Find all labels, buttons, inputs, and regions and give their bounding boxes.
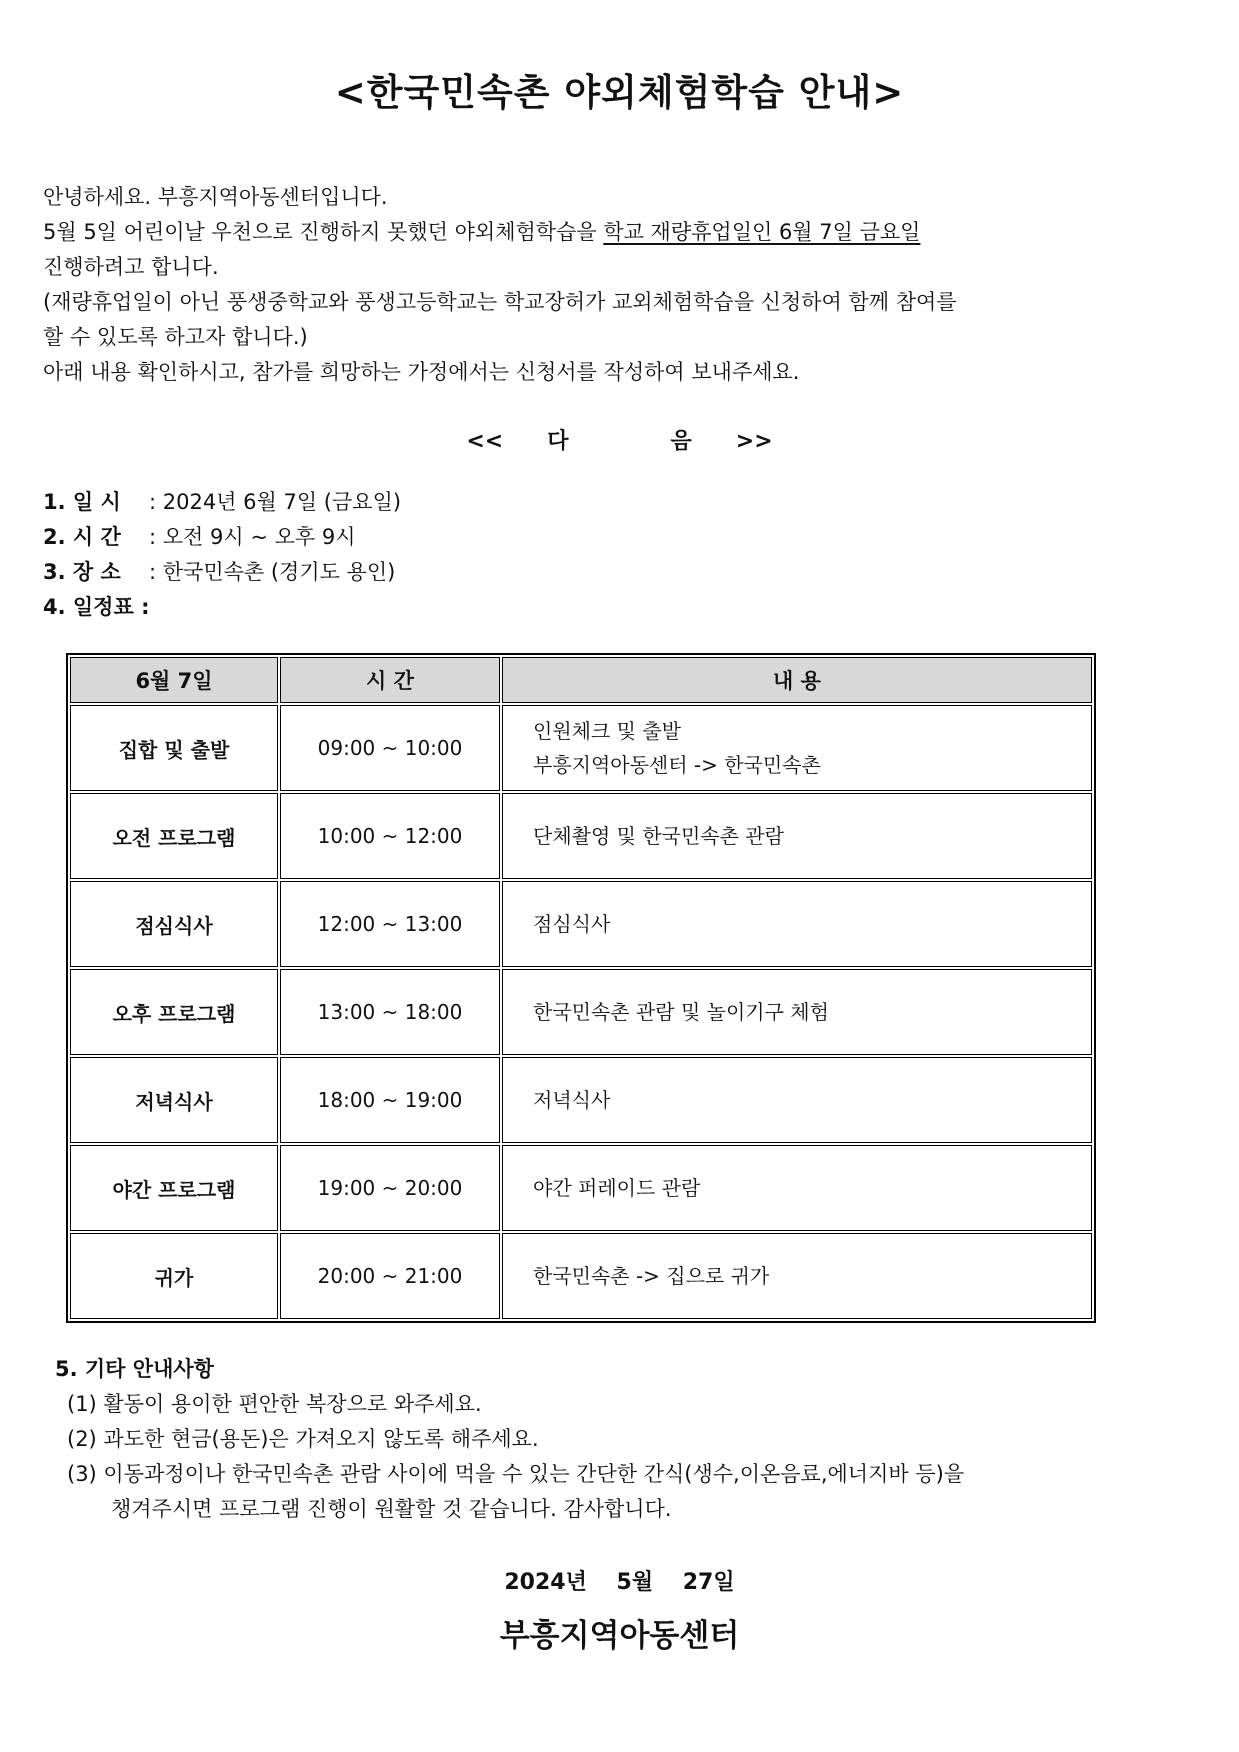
schedule-row [70, 793, 1092, 879]
info-row [43, 555, 401, 590]
intro-paragraph [43, 180, 1193, 390]
schedule-time: 09:00 ~ 10:00 [280, 705, 500, 791]
schedule-content-line: 부흥지역아동센터 -> 한국민속촌 [533, 753, 821, 777]
info-row [43, 590, 401, 625]
schedule-item-name: 저녁식사 [70, 1057, 278, 1143]
schedule-content-line: 야간 퍼레이드 관람 [533, 1176, 701, 1200]
schedule-row [70, 1233, 1092, 1319]
notices-heading: 5. 기타 안내사항 [55, 1357, 214, 1381]
notice-item: (2) 과도한 현금(용돈)은 가져오지 않도록 해주세요. [67, 1427, 539, 1451]
next-close: >> [735, 429, 773, 454]
notice-item: (1) 활동이 용이한 편안한 복장으로 와주세요. [67, 1392, 482, 1416]
schedule-content [502, 969, 1092, 1055]
info-value: : 한국민속촌 (경기도 용인) [149, 560, 396, 584]
schedule-item-name: 귀가 [70, 1233, 278, 1319]
info-label: 2. 시 간 [43, 525, 121, 549]
info-value: : 오전 9시 ~ 오후 9시 [149, 525, 356, 549]
intro-line: 할 수 있도록 하고자 합니다.) [43, 325, 308, 349]
schedule-row [70, 705, 1092, 791]
info-value: : 2024년 6월 7일 (금요일) [149, 490, 402, 514]
info-row [43, 520, 401, 555]
schedule-content-line: 저녁식사 [533, 1088, 611, 1112]
schedule-content [502, 1145, 1092, 1231]
header-content: 내 용 [502, 657, 1092, 703]
notice-item: (3) 이동과정이나 한국민속촌 관람 사이에 먹을 수 있는 간단한 간식(생수,이온음료,에너지바 등)을 [67, 1462, 965, 1486]
next-open: << [466, 429, 504, 454]
schedule-content [502, 705, 1092, 791]
notice-item-continuation: 챙겨주시면 프로그램 진행이 원활할 것 같습니다. 감사합니다. [111, 1497, 672, 1521]
intro-line: (재량휴업일이 아닌 풍생중학교와 풍생고등학교는 학교장허가 교외체험학습을 신청하여 함께 참여를 [43, 290, 957, 314]
document-date: 2024년 5월 27일 [504, 1570, 735, 1595]
schedule-content [502, 1057, 1092, 1143]
schedule-content-line: 한국민속촌 -> 집으로 귀가 [533, 1264, 770, 1288]
schedule-content-line: 점심식사 [533, 912, 611, 936]
intro-line [43, 215, 1193, 250]
schedule-content [502, 881, 1092, 967]
schedule-content [502, 1233, 1092, 1319]
info-label: 4. 일정표 : [43, 595, 150, 619]
schedule-table [66, 653, 1096, 1323]
intro-text: 5월 5일 어린이날 우천으로 진행하지 못했던 야외체험학습을 [43, 220, 604, 244]
info-row [43, 485, 401, 520]
schedule-item-name: 야간 프로그램 [70, 1145, 278, 1231]
intro-line: 아래 내용 확인하시고, 참가를 희망하는 가정에서는 신청서를 작성하여 보내주세요. [43, 360, 800, 384]
schedule-time: 12:00 ~ 13:00 [280, 881, 500, 967]
schedule-content-line: 인원체크 및 출발 [533, 719, 681, 743]
next-char: 다 [547, 429, 569, 454]
schedule-time: 10:00 ~ 12:00 [280, 793, 500, 879]
schedule-time: 13:00 ~ 18:00 [280, 969, 500, 1055]
schedule-time: 18:00 ~ 19:00 [280, 1057, 500, 1143]
schedule-row [70, 969, 1092, 1055]
header-date: 6월 7일 [70, 657, 278, 703]
intro-line: 진행하려고 합니다. [43, 255, 219, 279]
next-char: 음 [670, 429, 692, 454]
intro-line: 안녕하세요. 부흥지역아동센터입니다. [43, 185, 388, 209]
schedule-time: 20:00 ~ 21:00 [280, 1233, 500, 1319]
next-heading [0, 424, 1239, 455]
schedule-header-row [70, 657, 1092, 703]
info-label: 1. 일 시 [43, 490, 121, 514]
schedule-time: 19:00 ~ 20:00 [280, 1145, 500, 1231]
schedule-row [70, 881, 1092, 967]
schedule-content-line: 한국민속촌 관람 및 놀이기구 체험 [533, 1000, 829, 1024]
organization-name: 부흥지역아동센터 [499, 1618, 740, 1654]
schedule-item-name: 점심식사 [70, 881, 278, 967]
info-list [43, 485, 401, 625]
schedule-item-name: 오전 프로그램 [70, 793, 278, 879]
schedule-content-line: 단체촬영 및 한국민속촌 관람 [533, 824, 784, 848]
document-title: <한국민속촌 야외체험학습 안내> [334, 71, 905, 114]
intro-underlined-date: 학교 재량휴업일인 6월 7일 금요일 [603, 220, 921, 244]
schedule-item-name: 오후 프로그램 [70, 969, 278, 1055]
schedule-item-name: 집합 및 출발 [70, 705, 278, 791]
schedule-content [502, 793, 1092, 879]
schedule-row [70, 1057, 1092, 1143]
header-time: 시 간 [280, 657, 500, 703]
schedule-row [70, 1145, 1092, 1231]
info-label: 3. 장 소 [43, 560, 121, 584]
other-notices [55, 1352, 964, 1527]
